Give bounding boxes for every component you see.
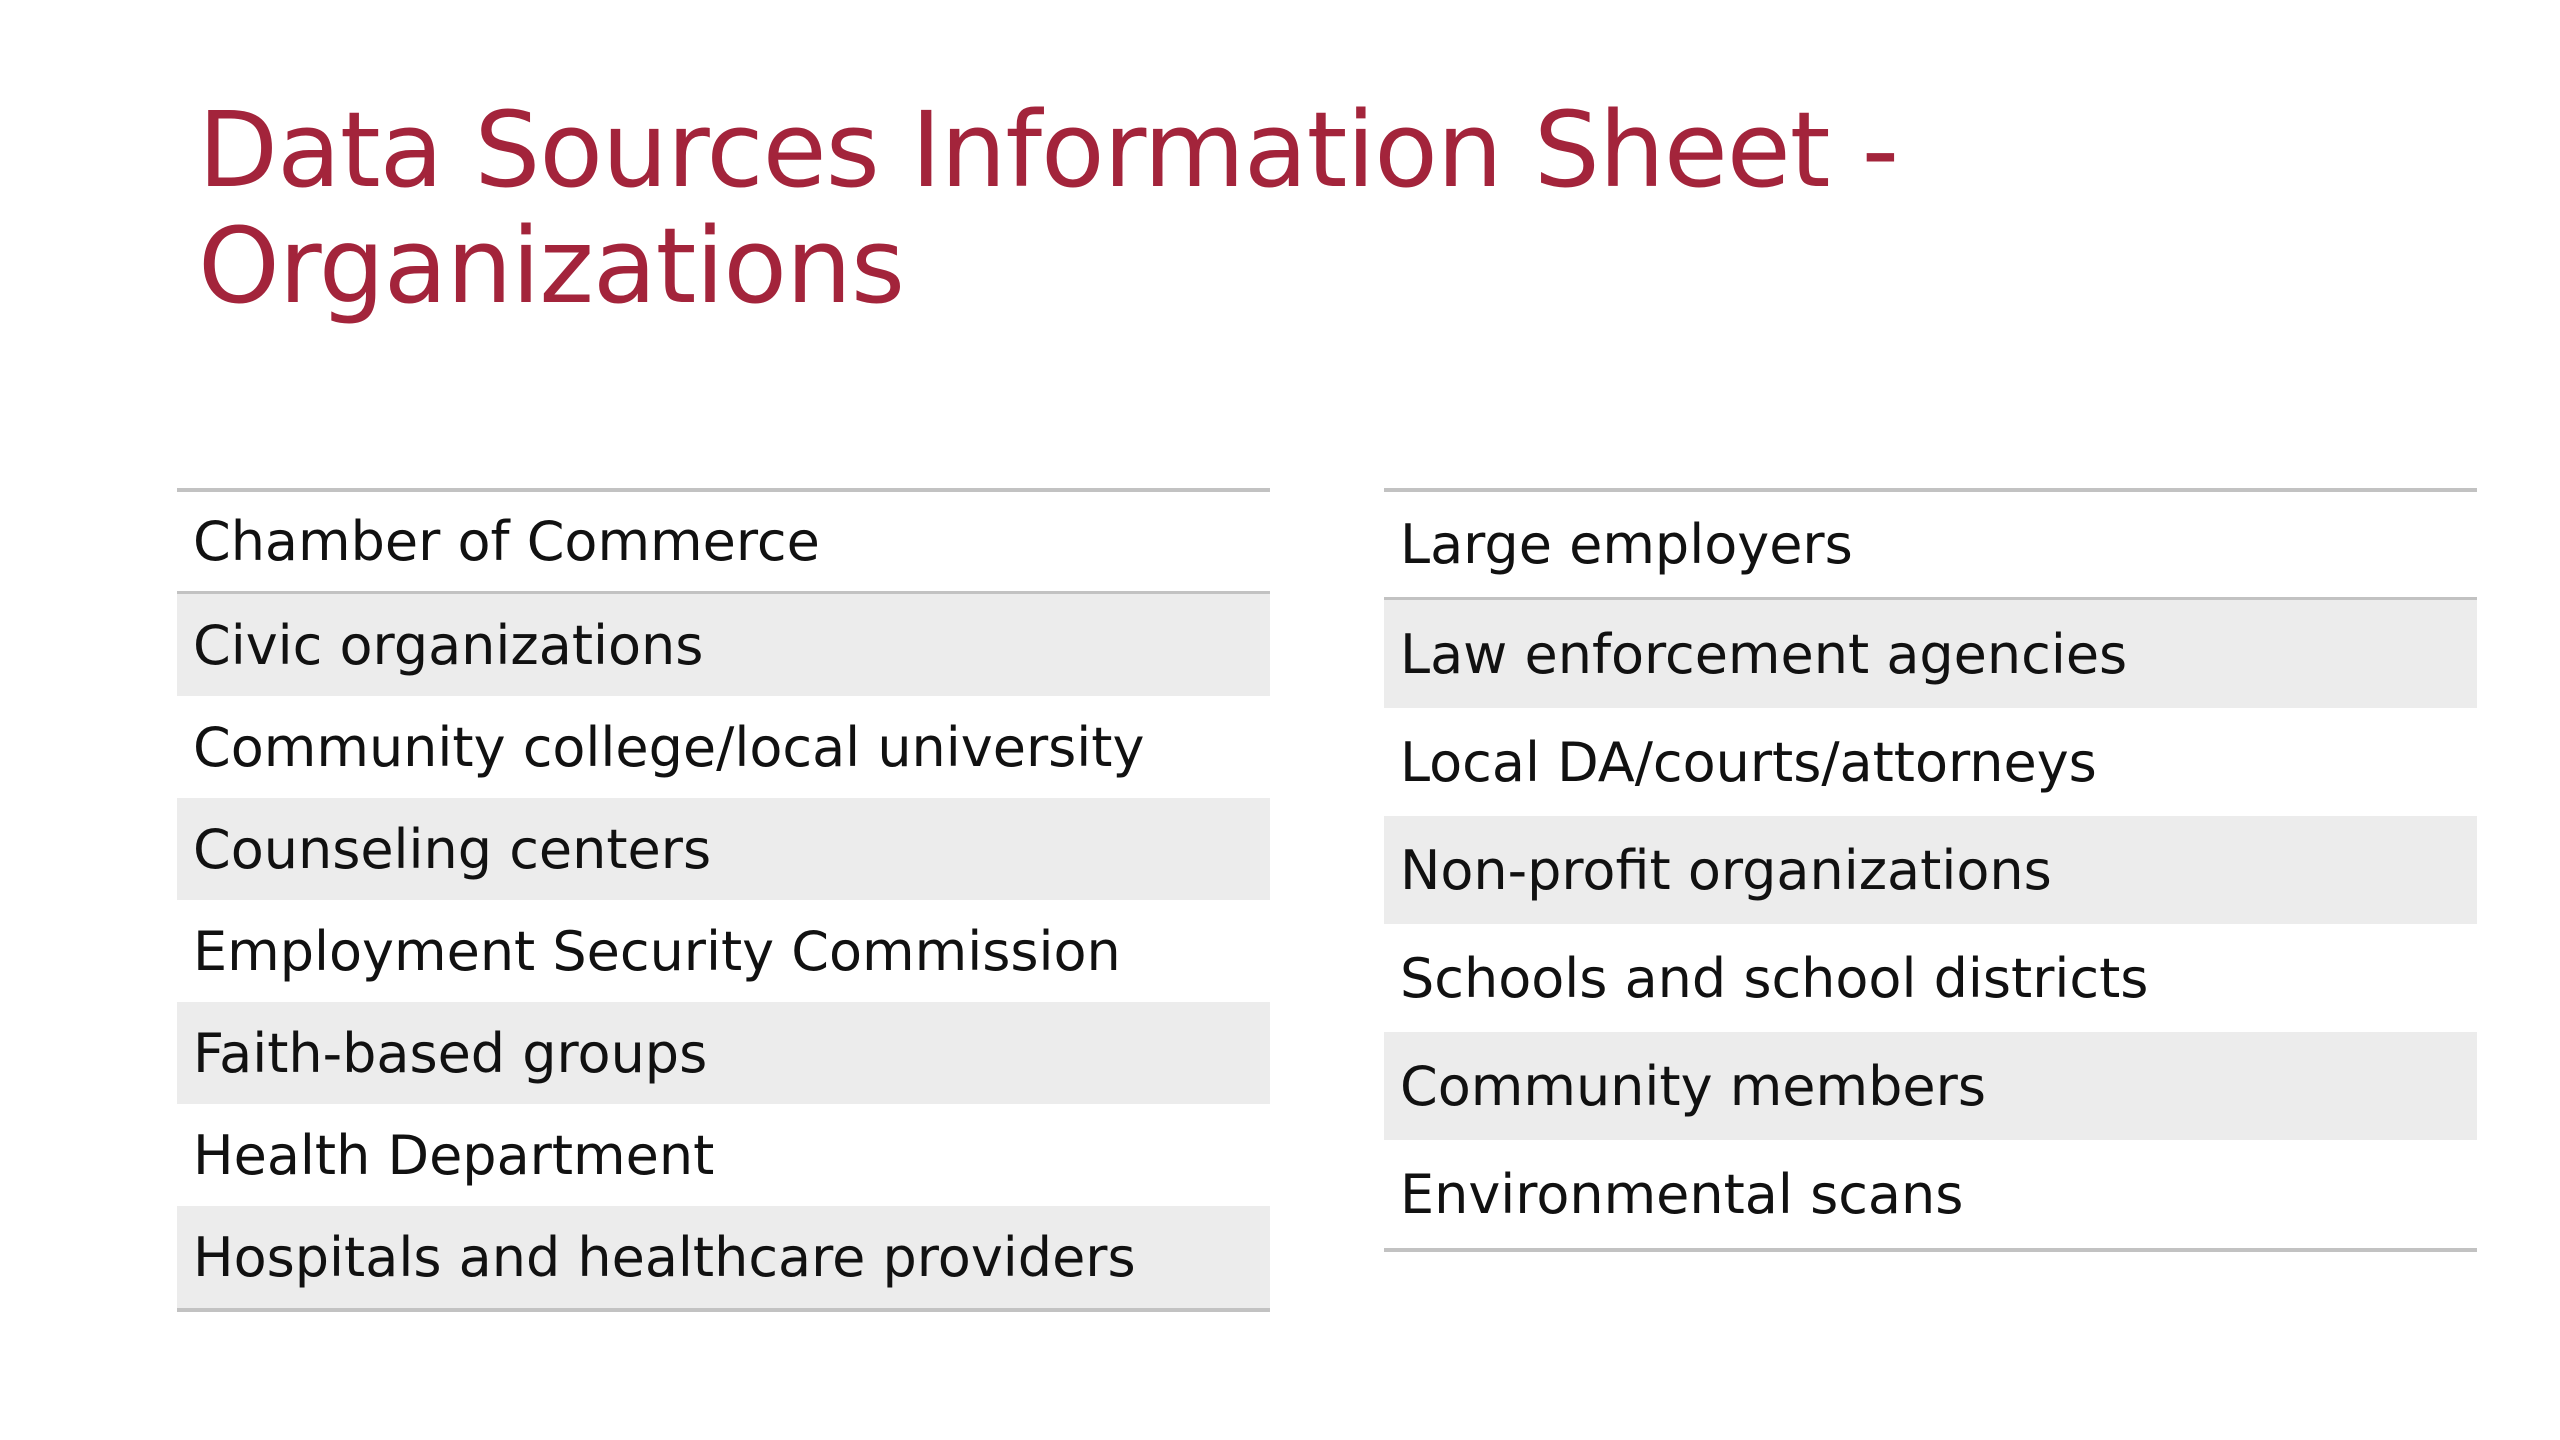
list-item: Civic organizations xyxy=(177,594,1270,696)
list-item: Faith-based groups xyxy=(177,1002,1270,1104)
list-item: Schools and school districts xyxy=(1400,946,2149,1010)
slide-title-line-2: Organizations xyxy=(198,205,905,327)
list-item: Non-profit organizations xyxy=(1384,816,2477,924)
list-item: Community college/local university xyxy=(193,715,1145,779)
list-item: Hospitals and healthcare providers xyxy=(177,1206,1270,1308)
list-item: Law enforcement agencies xyxy=(1384,600,2477,708)
list-item: Environmental scans xyxy=(1400,1162,1964,1226)
slide-title xyxy=(198,89,2198,327)
list-item: Counseling centers xyxy=(177,798,1270,900)
left-organizations-list xyxy=(177,488,1270,1312)
list-item: Community members xyxy=(1384,1032,2477,1140)
list-item: Large employers xyxy=(1384,492,2477,600)
slide-title-line-1: Data Sources Information Sheet - xyxy=(198,89,1899,211)
list-item: Chamber of Commerce xyxy=(177,492,1270,594)
list-item: Local DA/courts/attorneys xyxy=(1400,730,2097,794)
right-organizations-list xyxy=(1384,488,2477,1252)
list-item: Employment Security Commission xyxy=(193,919,1121,983)
list-item: Health Department xyxy=(193,1123,715,1187)
